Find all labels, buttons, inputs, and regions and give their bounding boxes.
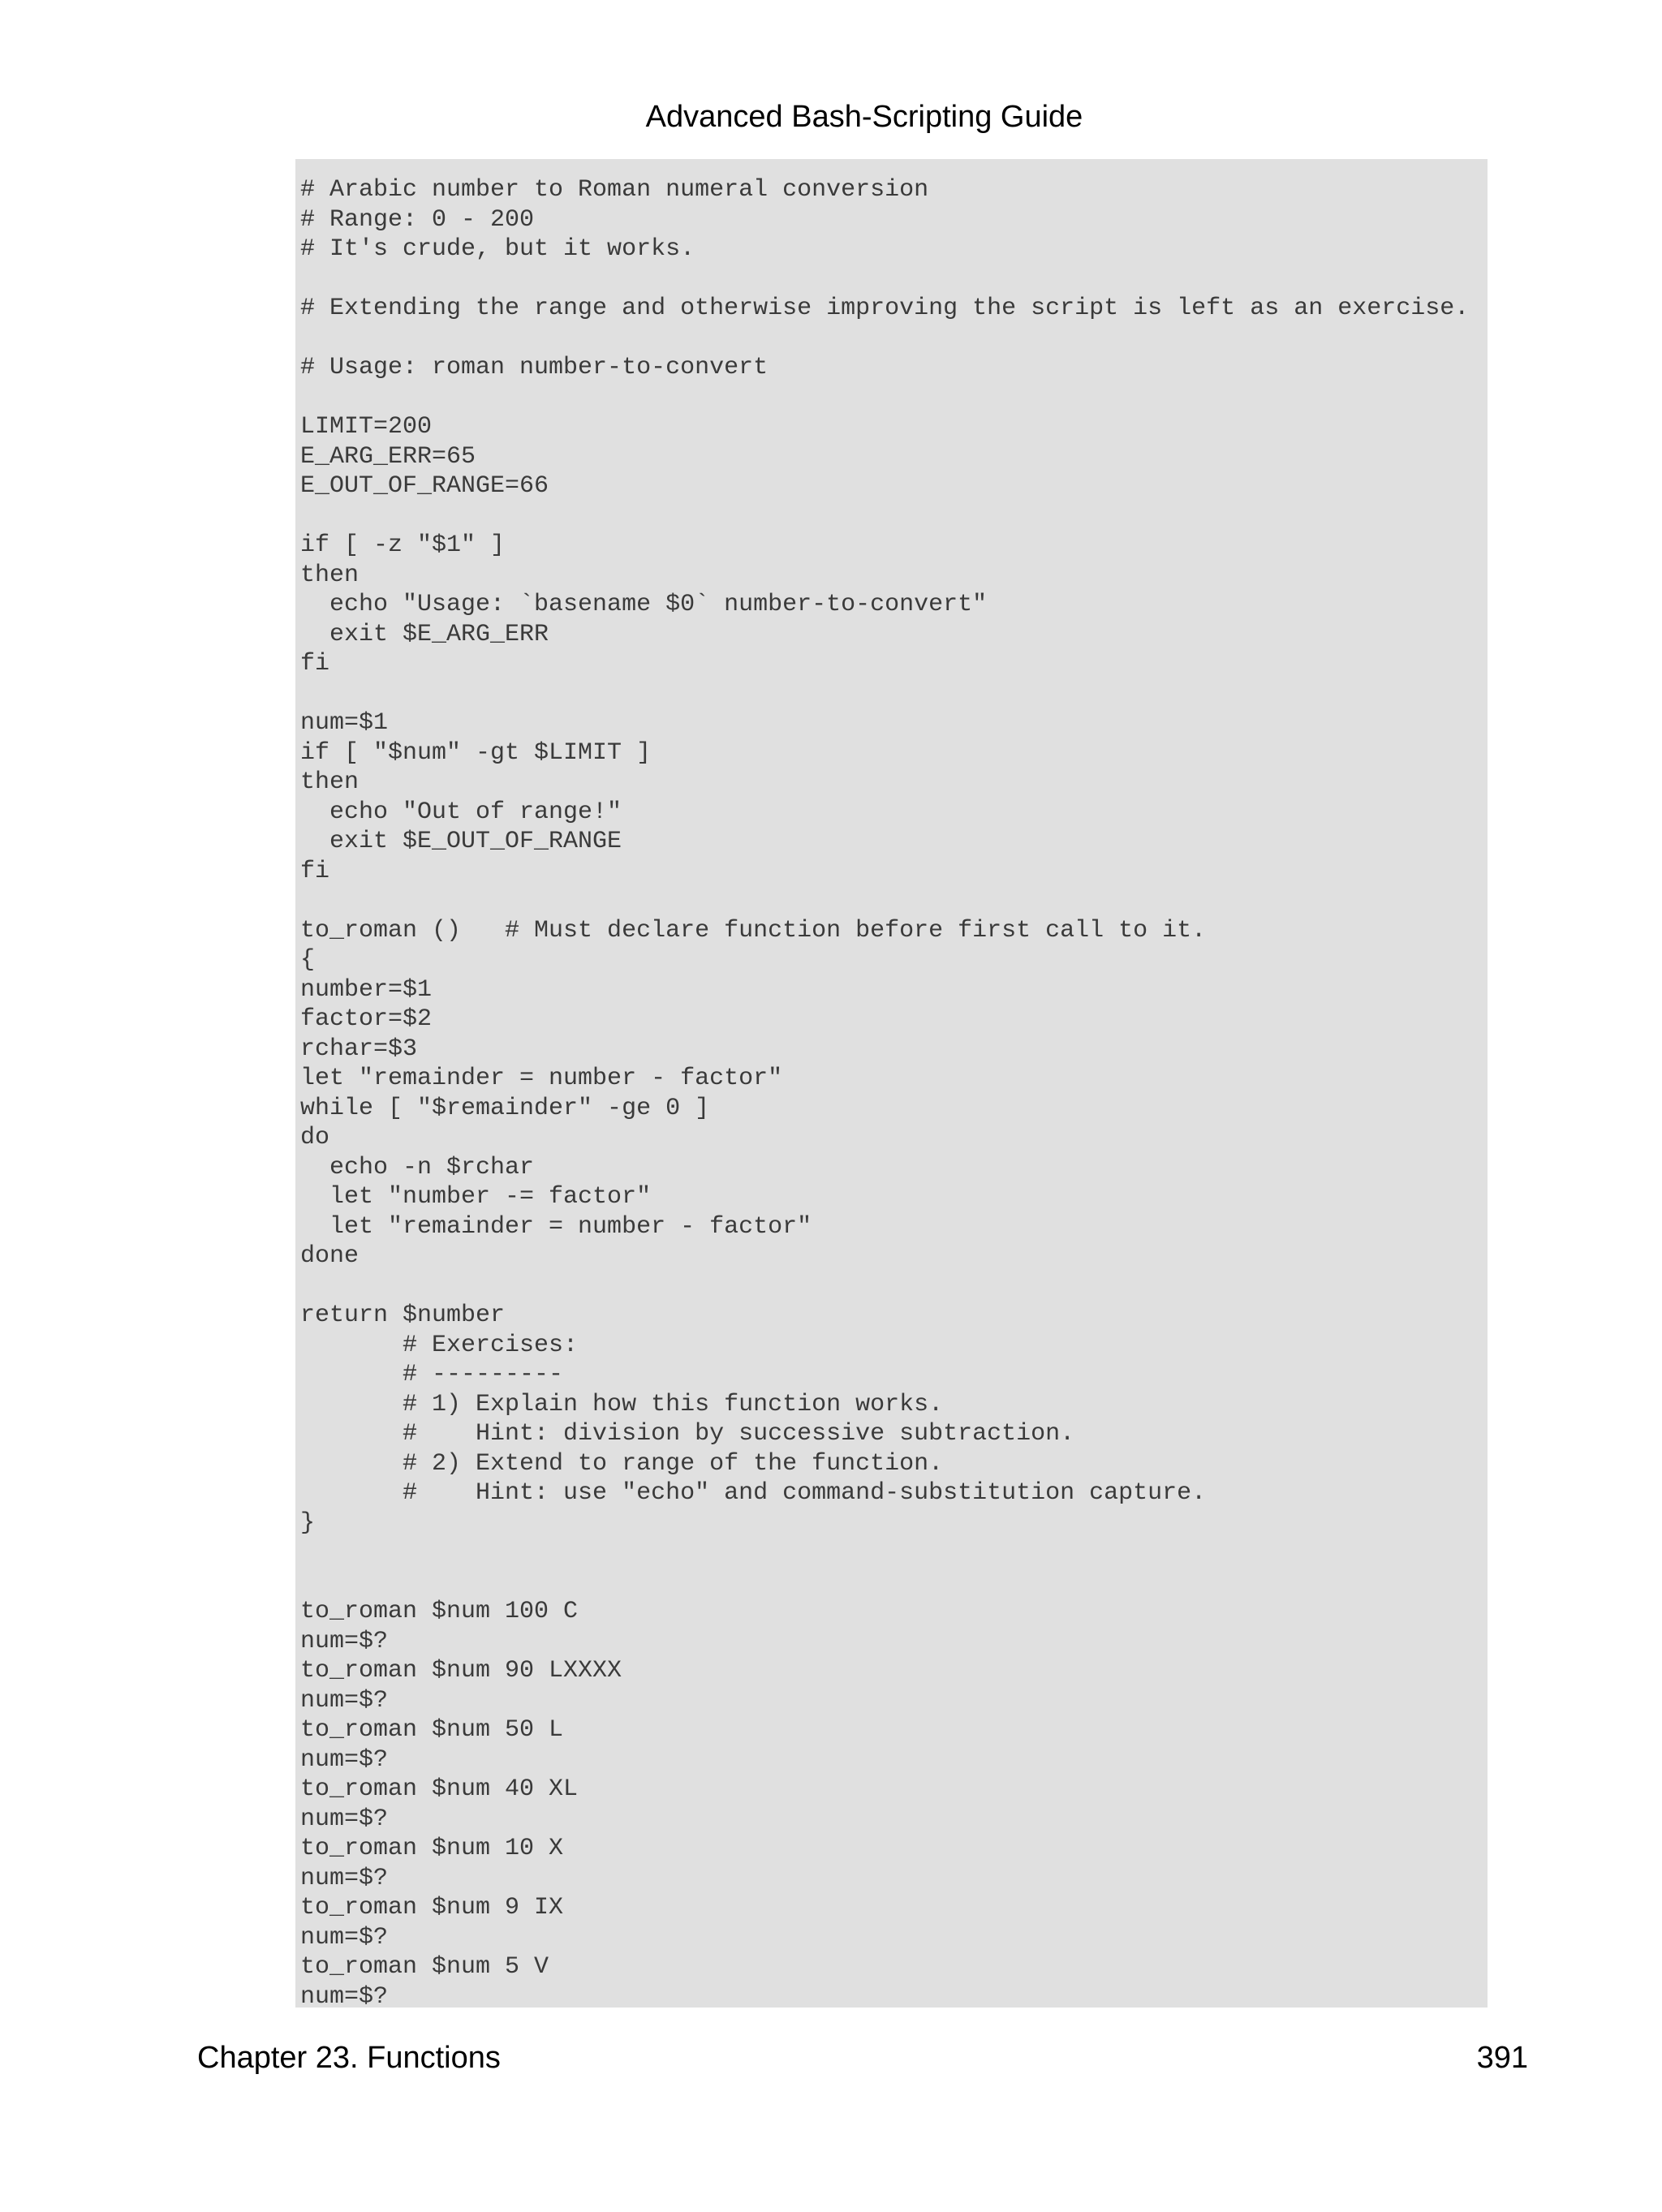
footer-chapter-title: Chapter 23. Functions (197, 2041, 501, 2075)
code-line: { (300, 946, 316, 974)
code-line: num=$? (300, 1805, 389, 1833)
code-line: E_ARG_ERR=65 (300, 442, 476, 471)
code-line: # Arabic number to Roman numeral conversion (300, 176, 929, 204)
code-line: if [ "$num" -gt $LIMIT ] (300, 738, 652, 767)
code-line: factor=$2 (300, 1005, 433, 1033)
code-line: num=$? (300, 1923, 389, 1952)
code-line: } (300, 1508, 316, 1537)
code-line: # Extending the range and otherwise improving the script is left as an exercise. (300, 295, 1470, 322)
code-line: # It's crude, but it works. (300, 235, 695, 263)
code-line: let "remainder = number - factor" (300, 1212, 812, 1241)
code-line: # Usage: roman number-to-convert (300, 354, 769, 381)
code-line (300, 886, 1469, 916)
code-line: to_roman $num 100 C (300, 1598, 579, 1625)
code-line: number=$1 (300, 975, 433, 1004)
code-line: num=$? (300, 1745, 389, 1774)
code-line: LIMIT=200 (300, 413, 433, 441)
code-listing (295, 159, 1488, 2011)
code-line: to_roman $num 10 X (300, 1835, 564, 1862)
code-line: exit $E_OUT_OF_RANGE (300, 828, 622, 855)
code-line: echo "Usage: `basename $0` number-to-convert" (300, 591, 988, 618)
footer-page-number: 391 (1476, 2041, 1528, 2075)
code-line: then (300, 768, 360, 796)
code-line (300, 1538, 1469, 1568)
code-line: # --------- (300, 1361, 564, 1388)
code-line: then (300, 561, 360, 589)
code-line (300, 501, 1469, 531)
code-line: to_roman () # Must declare function before first call to it. (300, 916, 1207, 945)
code-line: # Exercises: (300, 1331, 579, 1359)
code-line (300, 383, 1469, 413)
code-line: do (300, 1124, 330, 1151)
code-line: # Hint: division by successive subtraction. (300, 1420, 1075, 1448)
code-line (300, 324, 1469, 354)
code-line: E_OUT_OF_RANGE=66 (300, 472, 549, 500)
code-line: while [ "$remainder" -ge 0 ] (300, 1094, 710, 1122)
code-line: # 2) Extend to range of the function. (300, 1449, 944, 1478)
code-line: num=$? (300, 1627, 389, 1655)
code-line: num=$? (300, 1686, 389, 1715)
code-lines (300, 175, 1469, 2012)
code-line (300, 265, 1469, 295)
code-line: to_roman $num 90 LXXXX (300, 1657, 622, 1685)
code-line: fi (300, 650, 330, 678)
code-line: exit $E_ARG_ERR (300, 620, 549, 648)
code-line: rchar=$3 (300, 1035, 418, 1063)
code-line: let "remainder = number - factor" (300, 1065, 783, 1092)
code-line (300, 1568, 1469, 1598)
code-line: return $number (300, 1302, 506, 1329)
code-line: let "number -= factor" (300, 1183, 652, 1211)
code-line: # Range: 0 - 200 (300, 205, 535, 234)
code-line: to_roman $num 50 L (300, 1716, 564, 1744)
code-line (300, 1272, 1469, 1302)
page-header: Advanced Bash-Scripting Guide (645, 100, 1083, 134)
code-line: to_roman $num 5 V (300, 1953, 549, 1981)
code-line: to_roman $num 40 XL (300, 1775, 579, 1803)
code-line: fi (300, 857, 330, 885)
code-line: # Hint: use "echo" and command-substitution capture. (300, 1479, 1207, 1507)
page-footer (197, 2038, 1528, 2079)
code-line: to_roman $num 9 IX (300, 1894, 564, 1922)
code-line (300, 679, 1469, 709)
code-line: num=$? (300, 1982, 389, 2011)
code-line: echo -n $rchar (300, 1153, 535, 1181)
code-line: num=$? (300, 1864, 389, 1892)
code-line: done (300, 1242, 360, 1270)
code-line: num=$1 (300, 709, 389, 737)
code-line: if [ -z "$1" ] (300, 531, 506, 559)
code-line: # 1) Explain how this function works. (300, 1390, 944, 1418)
code-line: echo "Out of range!" (300, 798, 622, 826)
